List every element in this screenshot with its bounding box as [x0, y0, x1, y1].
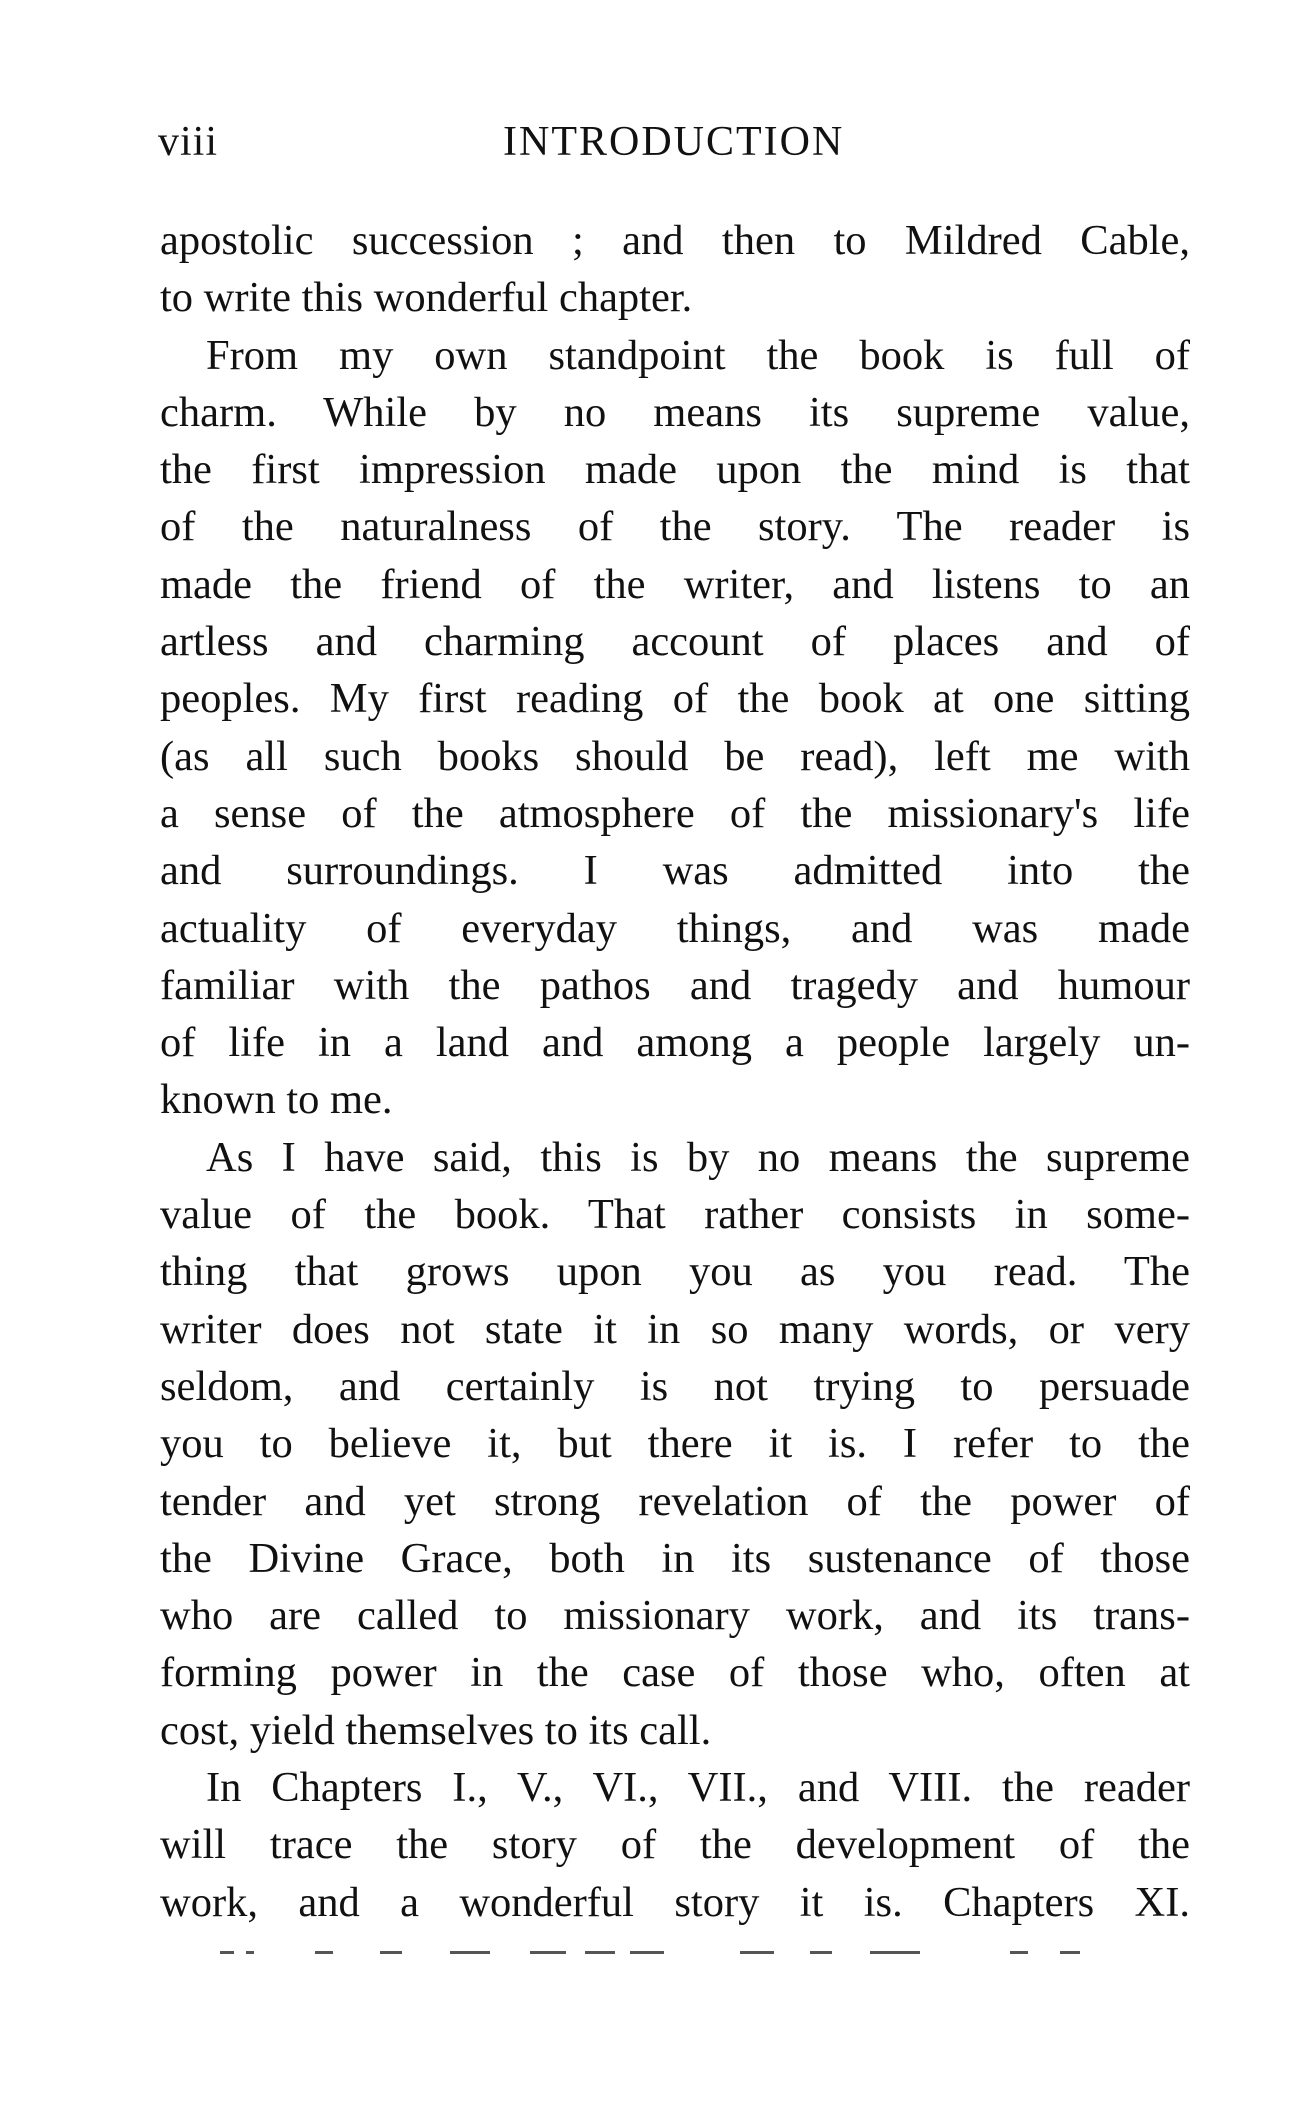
cut-off-fragment — [810, 1951, 832, 1954]
cut-off-fragment — [870, 1951, 920, 1954]
text-line: charm. While by no means its supreme value, — [160, 388, 1190, 436]
text-line: As I have said, this is by no means the supreme — [206, 1133, 1190, 1181]
text-line: apostolic succession ; and then to Mildred Cable, — [160, 217, 1190, 264]
text-line: the Divine Grace, both in its sustenance of those — [160, 1534, 1190, 1582]
cut-off-fragment — [1010, 1951, 1028, 1954]
running-title: INTRODUCTION — [503, 119, 845, 165]
text-line: cost, yield themselves to its call. — [160, 1706, 712, 1754]
text-line: of life in a land and among a people largely un- — [160, 1019, 1190, 1067]
text-line: a sense of the atmosphere of the missionary's life — [160, 789, 1190, 837]
text-line: From my own standpoint the book is full of — [206, 331, 1190, 379]
page-number: viii — [158, 119, 219, 165]
text-line: thing that grows upon you as you read. The — [160, 1248, 1190, 1296]
cut-off-fragment — [450, 1951, 490, 1954]
text-line: to write this wonderful chapter. — [160, 274, 693, 322]
text-line: seldom, and certainly is not trying to persuade — [160, 1362, 1190, 1410]
text-line: familiar with the pathos and tragedy and humour — [160, 961, 1190, 1009]
text-line: In Chapters I., V., VI., VII., and VIII. the reader — [206, 1764, 1190, 1812]
text-line: you to believe it, but there it is. I refer to the — [160, 1420, 1190, 1468]
cut-off-fragment — [585, 1951, 615, 1954]
cut-off-fragment — [530, 1951, 566, 1954]
text-line: and surroundings. I was admitted into the — [160, 847, 1190, 895]
cut-off-fragment — [246, 1951, 254, 1954]
cut-off-fragment — [740, 1951, 774, 1954]
text-line: peoples. My first reading of the book at one sitting — [160, 675, 1190, 723]
text-line: will trace the story of the development of the — [160, 1821, 1190, 1869]
text-line: the first impression made upon the mind is that — [160, 446, 1190, 494]
cut-off-fragment — [315, 1951, 333, 1954]
body-text — [160, 212, 1190, 1931]
text-line: actuality of everyday things, and was made — [160, 904, 1190, 952]
text-line: value of the book. That rather consists in some- — [160, 1191, 1190, 1239]
text-line: made the friend of the writer, and listens to an — [160, 560, 1190, 608]
cut-off-fragment — [1060, 1951, 1080, 1954]
text-line: forming power in the case of those who, often at — [160, 1649, 1190, 1697]
page-header — [158, 118, 1188, 178]
text-line: work, and a wonderful story it is. Chapters XI. — [160, 1878, 1190, 1926]
cut-off-next-line — [220, 1945, 1100, 1961]
text-line: tender and yet strong revelation of the power of — [160, 1477, 1190, 1525]
text-line: artless and charming account of places and of — [160, 618, 1190, 666]
cut-off-fragment — [630, 1951, 664, 1954]
cut-off-fragment — [220, 1951, 234, 1954]
text-line: known to me. — [160, 1076, 393, 1124]
cut-off-fragment — [380, 1951, 402, 1954]
text-line: (as all such books should be read), left me with — [160, 732, 1190, 780]
text-line: who are called to missionary work, and its trans- — [160, 1592, 1190, 1640]
text-line: writer does not state it in so many words, or very — [160, 1305, 1190, 1353]
text-line: of the naturalness of the story. The reader is — [160, 503, 1190, 551]
